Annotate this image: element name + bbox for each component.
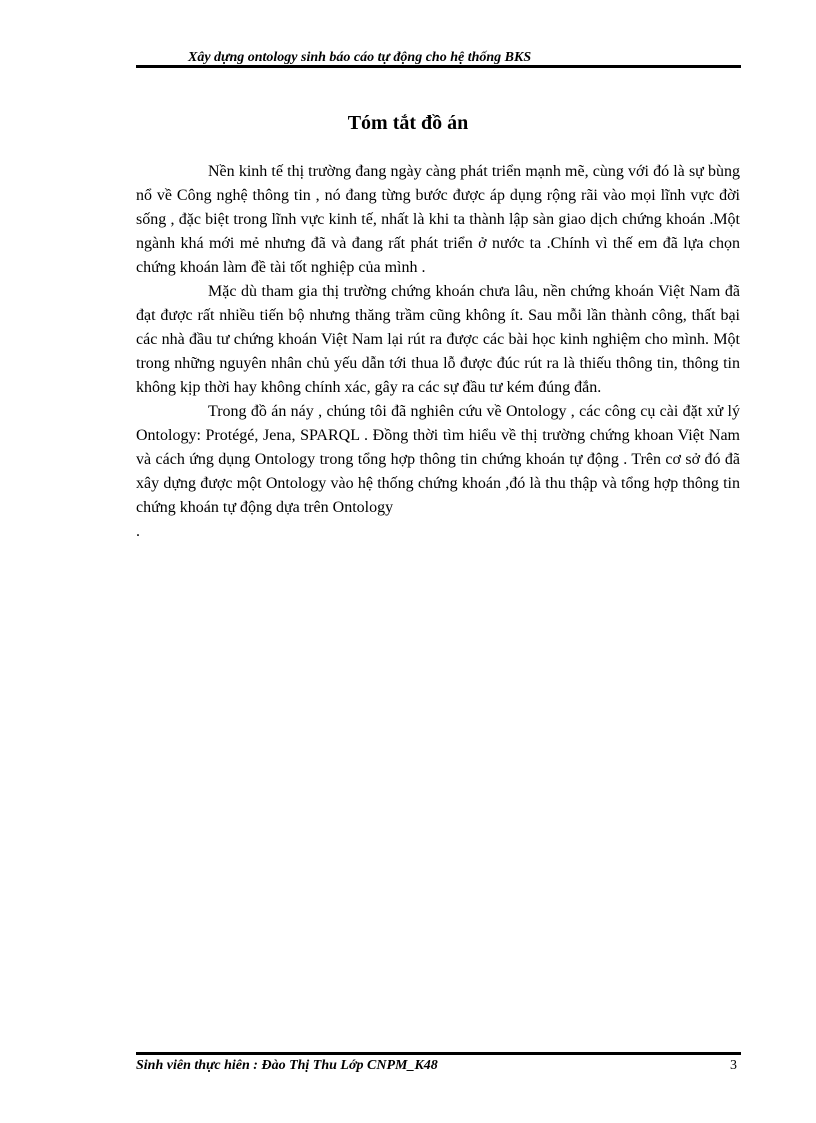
- page-footer: [136, 1052, 741, 1078]
- page-number: 3: [730, 1058, 737, 1073]
- paragraph: Nền kinh tế thị trường đang ngày càng phát triển mạnh mẽ, cùng với đó là sự bùng nổ về Công nghệ thông tin , nó đang từng bước được áp dụng rộng rãi vào mọi lĩnh vực đời sống , đặc biệt trong lĩnh vực kinh tế, nhất là khi ta thành lập sàn giao dịch chứng khoán .Một ngành khá mới mẻ nhưng đã và đang rất phát triển ở nước ta .Chính vì thế em đã lựa chọn chứng khoán làm đề tài tốt nghiệp của mình .: [136, 163, 740, 276]
- footer-divider: [136, 1052, 741, 1055]
- header-divider: [136, 65, 741, 68]
- footer-author-line: Sinh viên thực hiên : Đào Thị Thu Lớp CNPM_K48: [136, 1058, 438, 1073]
- document-body: [136, 160, 740, 544]
- document-title: Tóm tắt đồ án: [347, 112, 469, 134]
- page-header: [136, 49, 741, 69]
- paragraph: Trong đồ án náy , chúng tôi đã nghiên cứu về Ontology , các công cụ cài đặt xử lý Ontology: Protégé, Jena, SPARQL . Đồng thời tìm hiểu về thị trường chứng khoan Việt Nam và cách ứng dụng Ontology trong tổng hợp thông tin chứng khoán tự động . Trên cơ sở đó đã xây dựng được một Ontology vào hệ thống chứng khoán ,đó là thu thập và tổng hợp thông tin chứng khoán tự động dựa trên Ontology: [136, 403, 740, 516]
- trailing-period: .: [136, 523, 140, 540]
- header-title: Xây dựng ontology sinh báo cáo tự động cho hệ thống BKS: [188, 50, 532, 65]
- paragraph: Mặc dù tham gia thị trường chứng khoán chưa lâu, nền chứng khoán Việt Nam đã đạt được rất nhiều tiến bộ nhưng thăng trầm cũng không ít. Sau mỗi lần thành công, thất bại các nhà đầu tư chứng khoán Việt Nam lại rút ra được các bài học kinh nghiệm cho mình. Một trong những nguyên nhân chủ yếu dẫn tới thua lỗ được đúc rút ra là thiếu thông tin, thông tin không kịp thời hay không chính xác, gây ra các sự đầu tư kém đúng đắn.: [136, 283, 740, 396]
